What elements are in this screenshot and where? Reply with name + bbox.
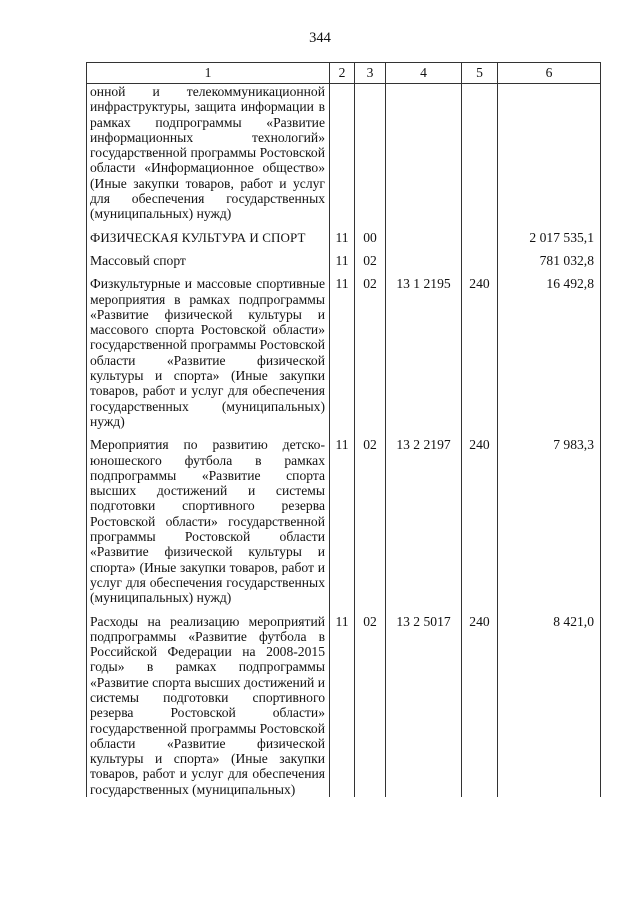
row-vr: 240 — [462, 614, 498, 798]
row-csr — [386, 253, 462, 276]
row-vr — [462, 230, 498, 253]
row-rz: 11 — [330, 437, 355, 613]
table-row — [87, 84, 601, 230]
row-pr: 02 — [355, 614, 386, 798]
table-row — [87, 230, 601, 253]
table-row — [87, 276, 601, 437]
row-pr: 00 — [355, 230, 386, 253]
row-pr: 02 — [355, 437, 386, 613]
row-pr — [355, 84, 386, 230]
page-number: 344 — [309, 30, 331, 46]
budget-table — [86, 62, 601, 797]
row-amount: 781 032,8 — [498, 253, 601, 276]
row-pr: 02 — [355, 253, 386, 276]
row-csr: 13 2 2197 — [386, 437, 462, 613]
header-col-3: 3 — [355, 63, 386, 84]
header-col-1: 1 — [87, 63, 330, 84]
row-csr — [386, 230, 462, 253]
row-amount: 2 017 535,1 — [498, 230, 601, 253]
row-amount: 8 421,0 — [498, 614, 601, 798]
header-col-5: 5 — [462, 63, 498, 84]
row-name: онной и телекоммуникационной инфраструктуры, защита информации в рамках подпрограммы «Развитие информационных технологий» государственной программы Ростовской области «Информационное общество» (Иные закупки товаров, работ и услуг для обеспечения государственных (муниципальных) нужд) — [87, 84, 330, 230]
row-vr — [462, 253, 498, 276]
header-col-6: 6 — [498, 63, 601, 84]
row-csr: 13 2 5017 — [386, 614, 462, 798]
row-rz: 11 — [330, 253, 355, 276]
row-vr: 240 — [462, 437, 498, 613]
row-name: Массовый спорт — [87, 253, 330, 276]
row-name: Физкультурные и массовые спортивные мероприятия в рамках подпрограммы «Развитие физической культуры и массового спорта Ростовской области» государственной программы Ростовской области «Развитие физической культуры и спорта» (Иные закупки товаров, работ и услуг для обеспечения государственных (муниципальных) нужд) — [87, 276, 330, 437]
row-name: Расходы на реализацию мероприятий подпрограммы «Развитие футбола в Российской Федерации на 2008-2015 годы» в рамках подпрограммы «Развитие спорта высших достижений и системы подготовки спортивного резерва Ростовской области» государственной программы Ростовской области «Развитие физической культуры и спорта» (Иные закупки товаров, работ и услуг для обеспечения государственных (муниципальных) — [87, 614, 330, 798]
row-csr — [386, 84, 462, 230]
row-csr: 13 1 2195 — [386, 276, 462, 437]
row-name: ФИЗИЧЕСКАЯ КУЛЬТУРА И СПОРТ — [87, 230, 330, 253]
row-rz: 11 — [330, 276, 355, 437]
table-row — [87, 253, 601, 276]
table-header-row — [87, 63, 601, 84]
row-rz: 11 — [330, 230, 355, 253]
row-pr: 02 — [355, 276, 386, 437]
row-amount — [498, 84, 601, 230]
row-amount: 16 492,8 — [498, 276, 601, 437]
row-name: Мероприятия по развитию детско-юношеского футбола в рамках подпрограммы «Развитие спорта высших достижений и системы подготовки спортивного резерва Ростовской области» государственной программы Ростовской области «Развитие физической культуры и спорта» (Иные закупки товаров, работ и услуг для обеспечения государственных (муниципальных) нужд) — [87, 437, 330, 613]
row-rz: 11 — [330, 614, 355, 798]
row-vr: 240 — [462, 276, 498, 437]
row-vr — [462, 84, 498, 230]
header-col-2: 2 — [330, 63, 355, 84]
row-rz — [330, 84, 355, 230]
table-row — [87, 437, 601, 613]
table-row — [87, 614, 601, 798]
row-amount: 7 983,3 — [498, 437, 601, 613]
header-col-4: 4 — [386, 63, 462, 84]
